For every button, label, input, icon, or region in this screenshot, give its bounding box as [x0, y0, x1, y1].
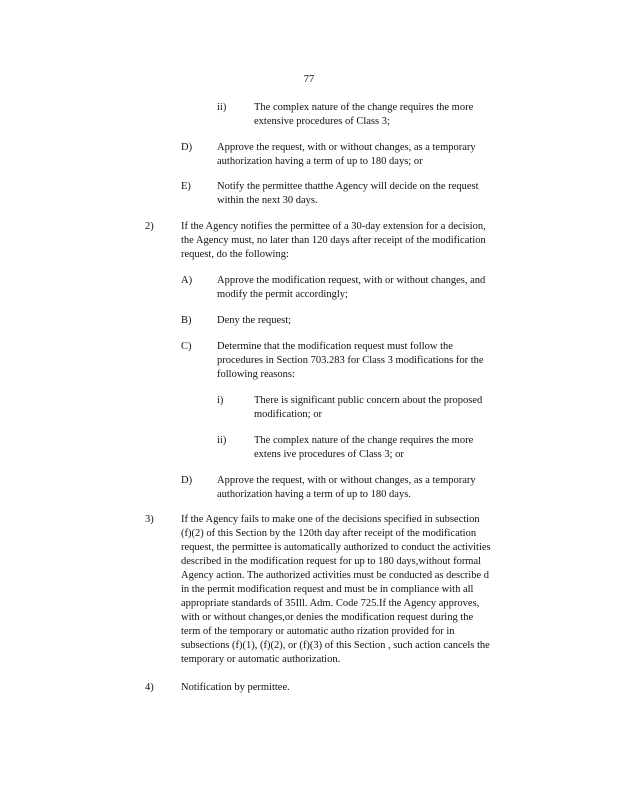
text-line: term of the temporary or automatic autho rization provided for in	[181, 626, 455, 637]
clause-text	[217, 340, 484, 382]
text-line: the Agency must, no later than 120 days after receipt of the modification	[181, 235, 486, 246]
subsection-label: 3)	[145, 514, 154, 525]
subsection-text	[181, 220, 486, 262]
clause-label: A)	[181, 275, 193, 286]
text-line: Agency action. The authorized activities must be conducted as describe d	[181, 570, 489, 581]
text-line: following reasons:	[217, 369, 295, 380]
text-line: Deny the request;	[217, 315, 292, 326]
text-line: request, the permittee is automatically authorized to conduct the activities	[181, 542, 491, 553]
clause-label: ii)	[217, 435, 227, 446]
clause-text	[217, 274, 485, 302]
text-line: described in the modification request for up to 180 days,without formal	[181, 556, 482, 567]
text-line: There is significant public concern about the proposed	[254, 395, 483, 406]
clause-label: C)	[181, 341, 192, 352]
clause-text	[254, 394, 482, 422]
text-line: Notification by permittee.	[181, 682, 290, 693]
text-line: If the Agency notifies the permittee of a 30-day extension for a decision,	[181, 221, 486, 232]
text-line: Approve the request, with or without changes, as a temporary	[217, 475, 476, 486]
clause-label: i)	[217, 395, 224, 406]
text-line: appropriate standards of 35Ill. Adm. Code 725.If the Agency approves,	[181, 598, 480, 609]
clause-label: D)	[181, 142, 193, 153]
text-line: If the Agency fails to make one of the decisions specified in subsection	[181, 514, 480, 525]
clause-label: ii)	[217, 102, 227, 113]
subsection-label: 2)	[145, 221, 154, 232]
text-line: Notify the permittee thatthe Agency will decide on the request	[217, 181, 479, 192]
clause-label: B)	[181, 315, 192, 326]
clause-text	[217, 180, 479, 208]
text-line: extens ive procedures of Class 3; or	[254, 449, 404, 460]
text-line: subsections (f)(1), (f)(2), or (f)(3) of this Section , such action cancels the	[181, 640, 490, 651]
text-line: temporary or automatic authorization.	[181, 654, 341, 665]
clause-text	[217, 314, 291, 328]
text-line: The complex nature of the change requires the more	[254, 435, 474, 446]
page-number: 77	[303, 74, 315, 85]
text-line: with or without changes,or denies the modification request during the	[181, 612, 474, 623]
text-line: extensive procedures of Class 3;	[254, 116, 390, 127]
text-line: within the next 30 days.	[217, 195, 318, 206]
subsection-label: 4)	[145, 682, 154, 693]
text-line: Determine that the modification request must follow the	[217, 341, 453, 352]
clause-text	[254, 434, 473, 462]
text-line: procedures in Section 703.283 for Class 3 modifications for the	[217, 355, 484, 366]
text-line: modification; or	[254, 409, 322, 420]
clause-text	[254, 101, 473, 129]
text-line: in the permit modification request and must be in compliance with all	[181, 584, 474, 595]
text-line: authorization having a term of up to 180 days; or	[217, 156, 423, 167]
text-line: request, do the following:	[181, 249, 289, 260]
text-line: Approve the request, with or without changes, as a temporary	[217, 142, 476, 153]
subsection-text	[181, 513, 491, 667]
clause-label: D)	[181, 475, 193, 486]
text-line: authorization having a term of up to 180 days.	[217, 489, 411, 500]
text-line: modify the permit accordingly;	[217, 289, 348, 300]
text-line: Approve the modification request, with or without changes, and	[217, 275, 486, 286]
text-line: (f)(2) of this Section by the 120th day after receipt of the modification	[181, 528, 477, 539]
clause-text	[217, 474, 476, 502]
subsection-text	[181, 681, 290, 695]
text-line: The complex nature of the change requires the more	[254, 102, 474, 113]
clause-text	[217, 141, 476, 169]
clause-label: E)	[181, 181, 191, 192]
